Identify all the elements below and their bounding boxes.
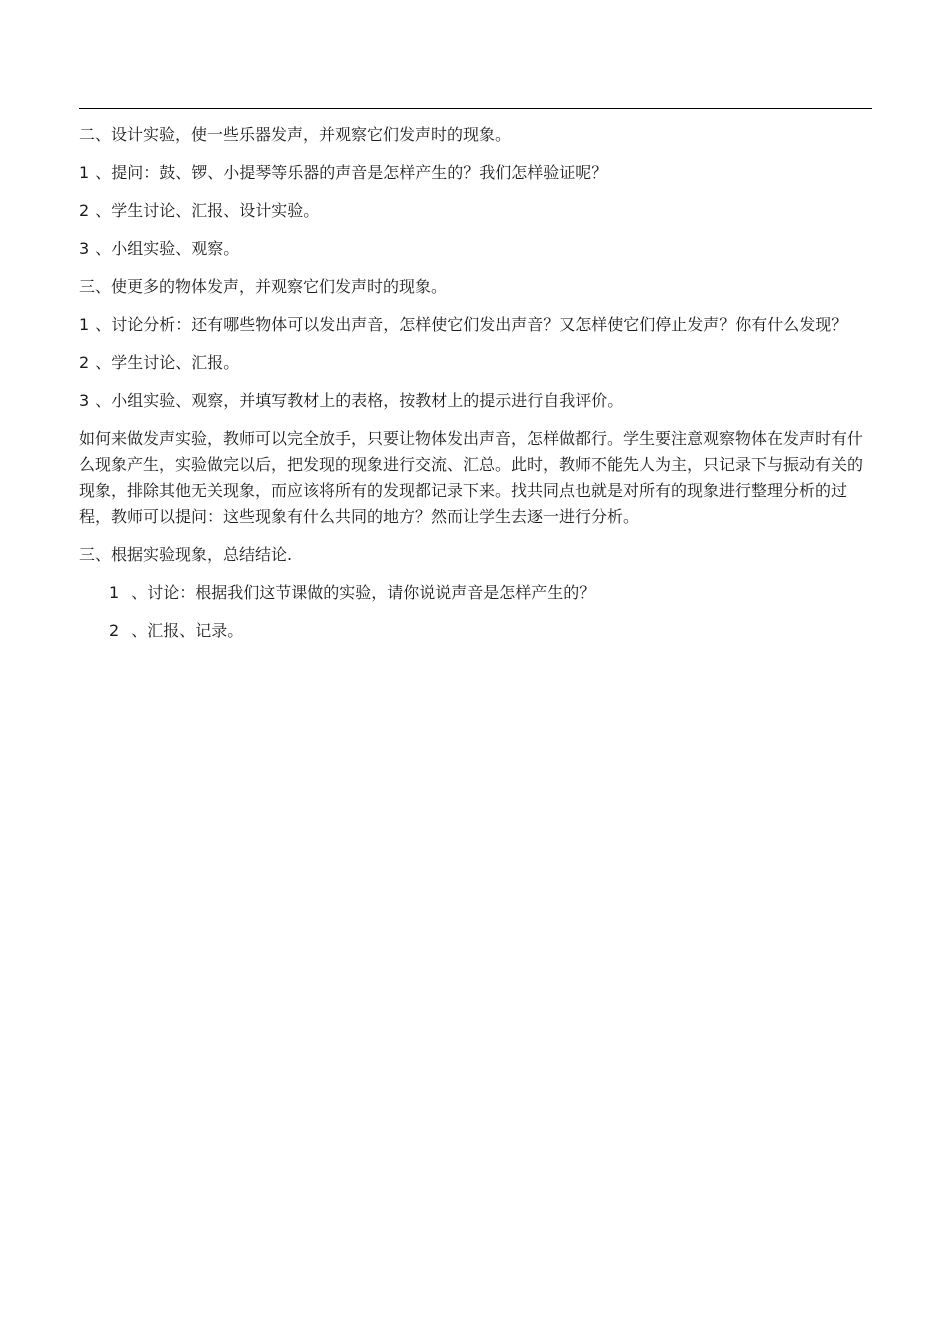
item-text: 、讨论：根据我们这节课做的实验，请你说说声音是怎样产生的？ (131, 583, 596, 602)
list-item (79, 350, 872, 376)
section-heading (79, 122, 872, 148)
item-text: 、小组实验、观察，并填写教材上的表格，按教材上的提示进行自我评价。 (95, 391, 624, 410)
list-item (79, 312, 872, 338)
header-rule (79, 108, 872, 109)
section-heading (79, 274, 872, 300)
list-item (79, 388, 872, 414)
heading-text: 三、根据实验现象，总结结论. (79, 545, 293, 564)
item-number: 1 (79, 163, 90, 182)
item-number: 2 (79, 201, 90, 220)
item-number: 2 (109, 621, 120, 640)
item-number: 1 (109, 583, 120, 602)
item-text: 、提问：鼓、锣、小提琴等乐器的声音是怎样产生的？我们怎样验证呢？ (95, 163, 608, 182)
list-item (79, 198, 872, 224)
item-text: 、学生讨论、汇报、设计实验。 (95, 201, 320, 220)
indented-list-item (79, 618, 872, 644)
item-text: 、汇报、记录。 (131, 621, 244, 640)
body-paragraph (79, 426, 872, 530)
list-item (79, 160, 872, 186)
indented-list-item (79, 580, 872, 606)
item-number: 3 (79, 239, 90, 258)
item-text: 、学生讨论、汇报。 (95, 353, 240, 372)
item-text: 、讨论分析：还有哪些物体可以发出声音，怎样使它们发出声音？又怎样使它们停止发声？你有什么发现？ (95, 315, 848, 334)
paragraph-text: 如何来做发声实验，教师可以完全放手，只要让物体发出声音，怎样做都行。学生要注意观察物体在发声时有什么现象产生，实验做完以后，把发现的现象进行交流、汇总。此时，教师不能先人为主，只记录下与振动有关的现象，排除其他无关现象，而应该将所有的发现都记录下来。找共同点也就是对所有的现象进行整理分析的过程，教师可以提问：这些现象有什么共同的地方？然而让学生去逐一进行分析。 (79, 429, 864, 526)
section-heading (79, 542, 872, 568)
heading-text: 三、使更多的物体发声，并观察它们发声时的现象。 (79, 277, 448, 296)
item-number: 2 (79, 353, 90, 372)
document-body (79, 122, 872, 656)
item-number: 3 (79, 391, 90, 410)
heading-text: 二、设计实验，使一些乐器发声，并观察它们发声时的现象。 (79, 125, 512, 144)
item-text: 、小组实验、观察。 (95, 239, 240, 258)
list-item (79, 236, 872, 262)
item-number: 1 (79, 315, 90, 334)
